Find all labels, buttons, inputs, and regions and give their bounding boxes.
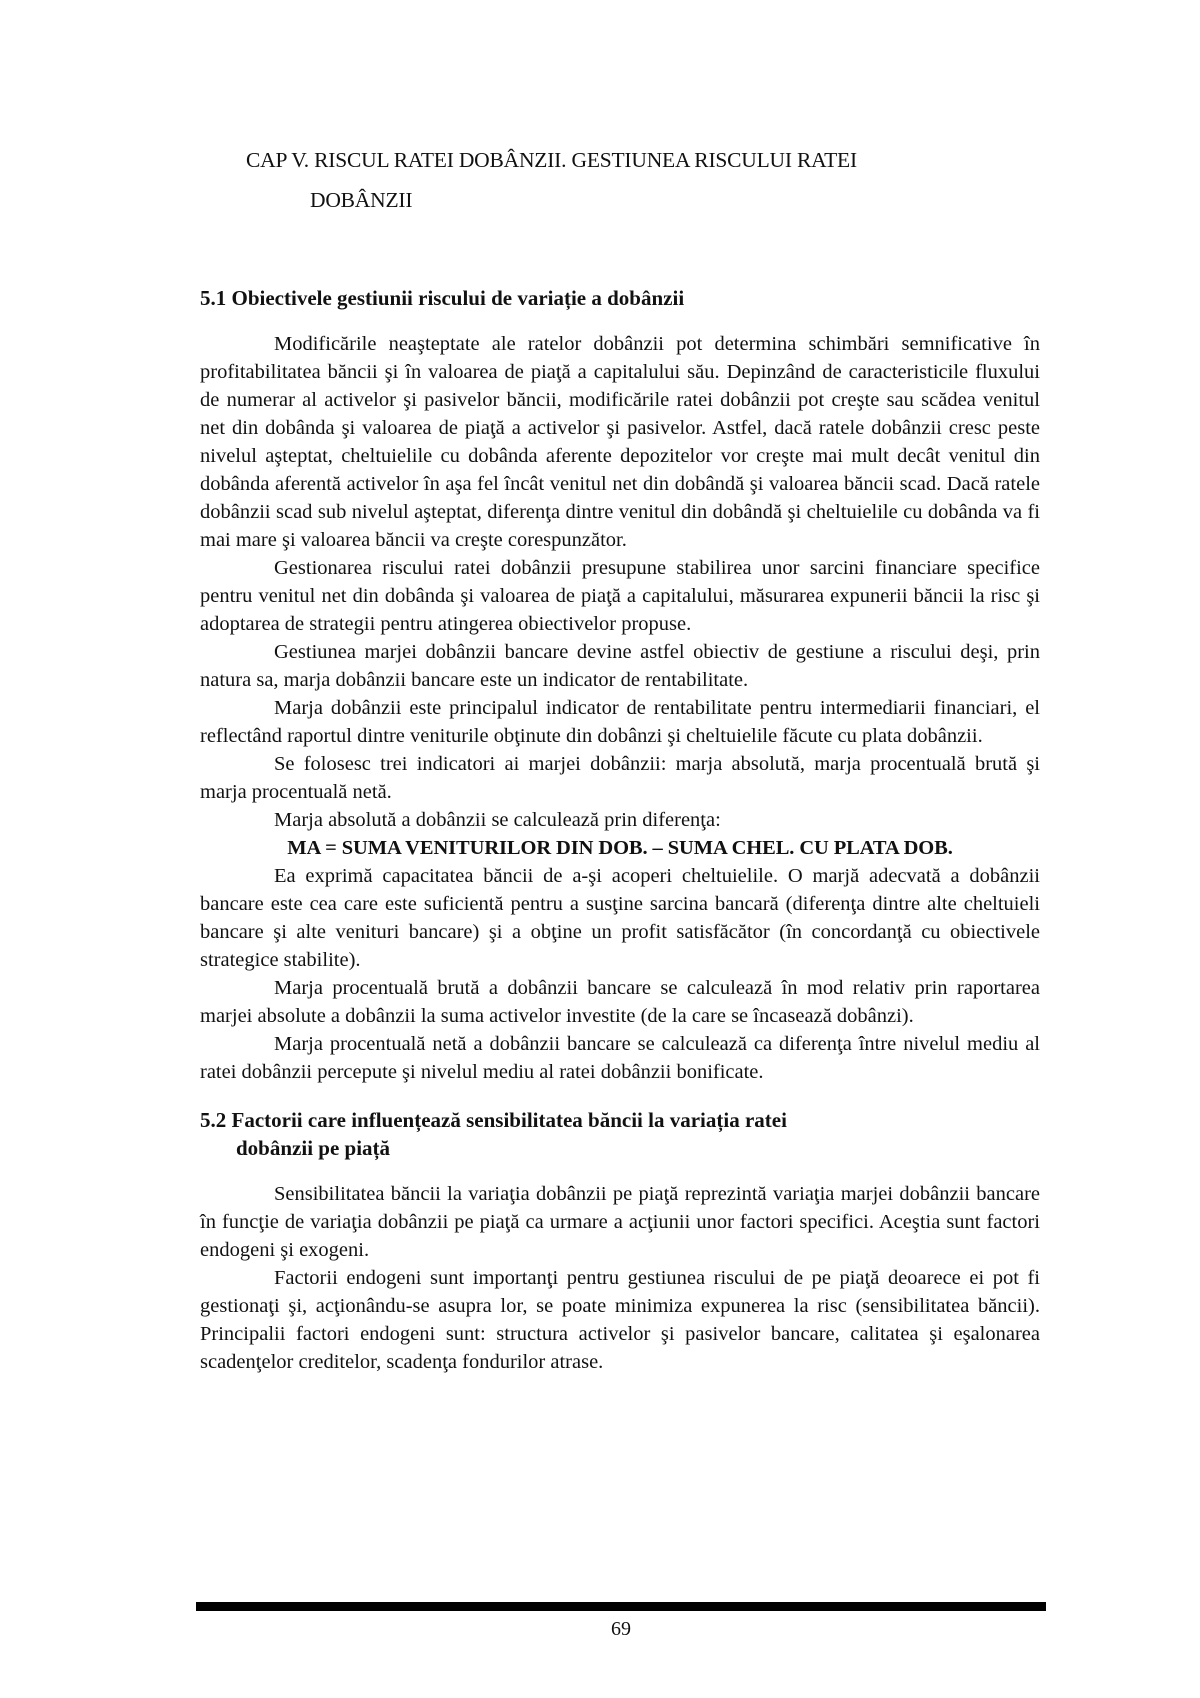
- paragraph: Marja dobânzii este principalul indicator de rentabilitate pentru intermediarii financiari, el reflectând raportul dintre veniturile obţinute din dobânzi şi cheltuielile făcute cu plata dobânzii.: [200, 697, 1040, 747]
- formula-marja-absoluta: MA = SUMA VENITURILOR DIN DOB. – SUMA CHEL. CU PLATA DOB.: [287, 837, 953, 859]
- page-number: 69: [611, 1618, 631, 1640]
- paragraph: Marja procentuală brută a dobânzii bancare se calculează în mod relativ prin raportarea marjei absolute a dobânzii la suma activelor investite (de la care se încasează dobânzi).: [200, 977, 1040, 1027]
- paragraph: Gestiunea marjei dobânzii bancare devine astfel obiectiv de gestiune a riscului deşi, prin natura sa, marja dobânzii bancare este un indicator de rentabilitate.: [200, 641, 1040, 691]
- chapter-title: [200, 140, 1040, 220]
- section-heading-5-1: 5.1 Obiectivele gestiunii riscului de variație a dobânzii: [200, 286, 685, 310]
- document-page: [200, 140, 1040, 1680]
- paragraph: Se folosesc trei indicatori ai marjei dobânzii: marja absolută, marja procentuală brută şi marja procentuală netă.: [200, 753, 1040, 803]
- footer-rule: [196, 1602, 1046, 1611]
- section-body-5-2: [200, 1180, 1040, 1376]
- section-heading-5-2-line1: 5.2 Factorii care influențează sensibilitatea băncii la variația ratei: [200, 1108, 787, 1132]
- section-body-5-1: [200, 330, 1040, 1086]
- paragraph: Factorii endogeni sunt importanţi pentru gestiunea riscului de pe piaţă deoarece ei pot fi gestionaţi şi, acţionându-se asupra lor, se poate minimiza expunerea la risc (sensibilitatea băncii). Principalii factori endogeni sunt: structura activelor şi pasivelor bancare, calitatea şi eşalonarea scadenţelor creditelor, scadenţa fondurilor atrase.: [200, 1267, 1040, 1373]
- paragraph: Gestionarea riscului ratei dobânzii presupune stabilirea unor sarcini financiare specifice pentru venitul net din dobânda şi valoarea de piaţă a capitalului, măsurarea expunerii băncii la risc şi adoptarea de strategii pentru atingerea obiectivelor propuse.: [200, 557, 1040, 635]
- paragraph: Modificările neaşteptate ale ratelor dobânzii pot determina schimbări semnificative în profitabilitatea băncii şi în valoarea de piaţă a capitalului său. Depinzând de caracteristicile fluxului de numerar al activelor şi pasivelor băncii, modificările ratei dobânzii pot creşte sau scădea venitul net din dobânda şi valoarea de piaţă a activelor şi pasivelor. Astfel, dacă ratele dobânzii cresc peste nivelul aşteptat, cheltuielile cu dobânda aferente depozitelor vor creşte mai mult decât venitul din dobânda aferentă activelor în aşa fel încât venitul net din dobândă şi valoarea băncii scad. Dacă ratele dobânzii scad sub nivelul aşteptat, diferenţa dintre venitul din dobândă şi cheltuielile cu dobânda va fi mai mare şi valoarea băncii va creşte corespunzător.: [200, 333, 1040, 551]
- section-heading-5-2: [200, 1106, 1040, 1162]
- paragraph: Sensibilitatea băncii la variaţia dobânzii pe piaţă reprezintă variaţia marjei dobânzii bancare în funcţie de variaţia dobânzii pe piaţă ca urmare a acţiunii unor factori specifici. Aceştia sunt factori endogeni şi exogeni.: [200, 1183, 1040, 1261]
- section-heading-5-2-line2: dobânzii pe piață: [236, 1136, 391, 1160]
- paragraph: Ea exprimă capacitatea băncii de a-şi acoperi cheltuielile. O marjă adecvată a dobânzii bancare este cea care este suficientă pentru a susţine sarcina bancară (diferenţa dintre alte cheltuieli bancare şi alte venituri bancare) şi a obţine un profit satisfăcător (în concordanţă cu obiectivele strategice stabilite).: [200, 865, 1040, 971]
- paragraph: Marja procentuală netă a dobânzii bancare se calculează ca diferenţa între nivelul mediu al ratei dobânzii percepute şi nivelul mediu al ratei dobânzii bonificate.: [200, 1033, 1040, 1083]
- chapter-title-line2: DOBÂNZII: [310, 188, 413, 212]
- chapter-title-line1: CAP V. RISCUL RATEI DOBÂNZII. GESTIUNEA RISCULUI RATEI: [246, 148, 857, 172]
- paragraph: Marja absolută a dobânzii se calculează prin diferenţa:: [274, 809, 721, 831]
